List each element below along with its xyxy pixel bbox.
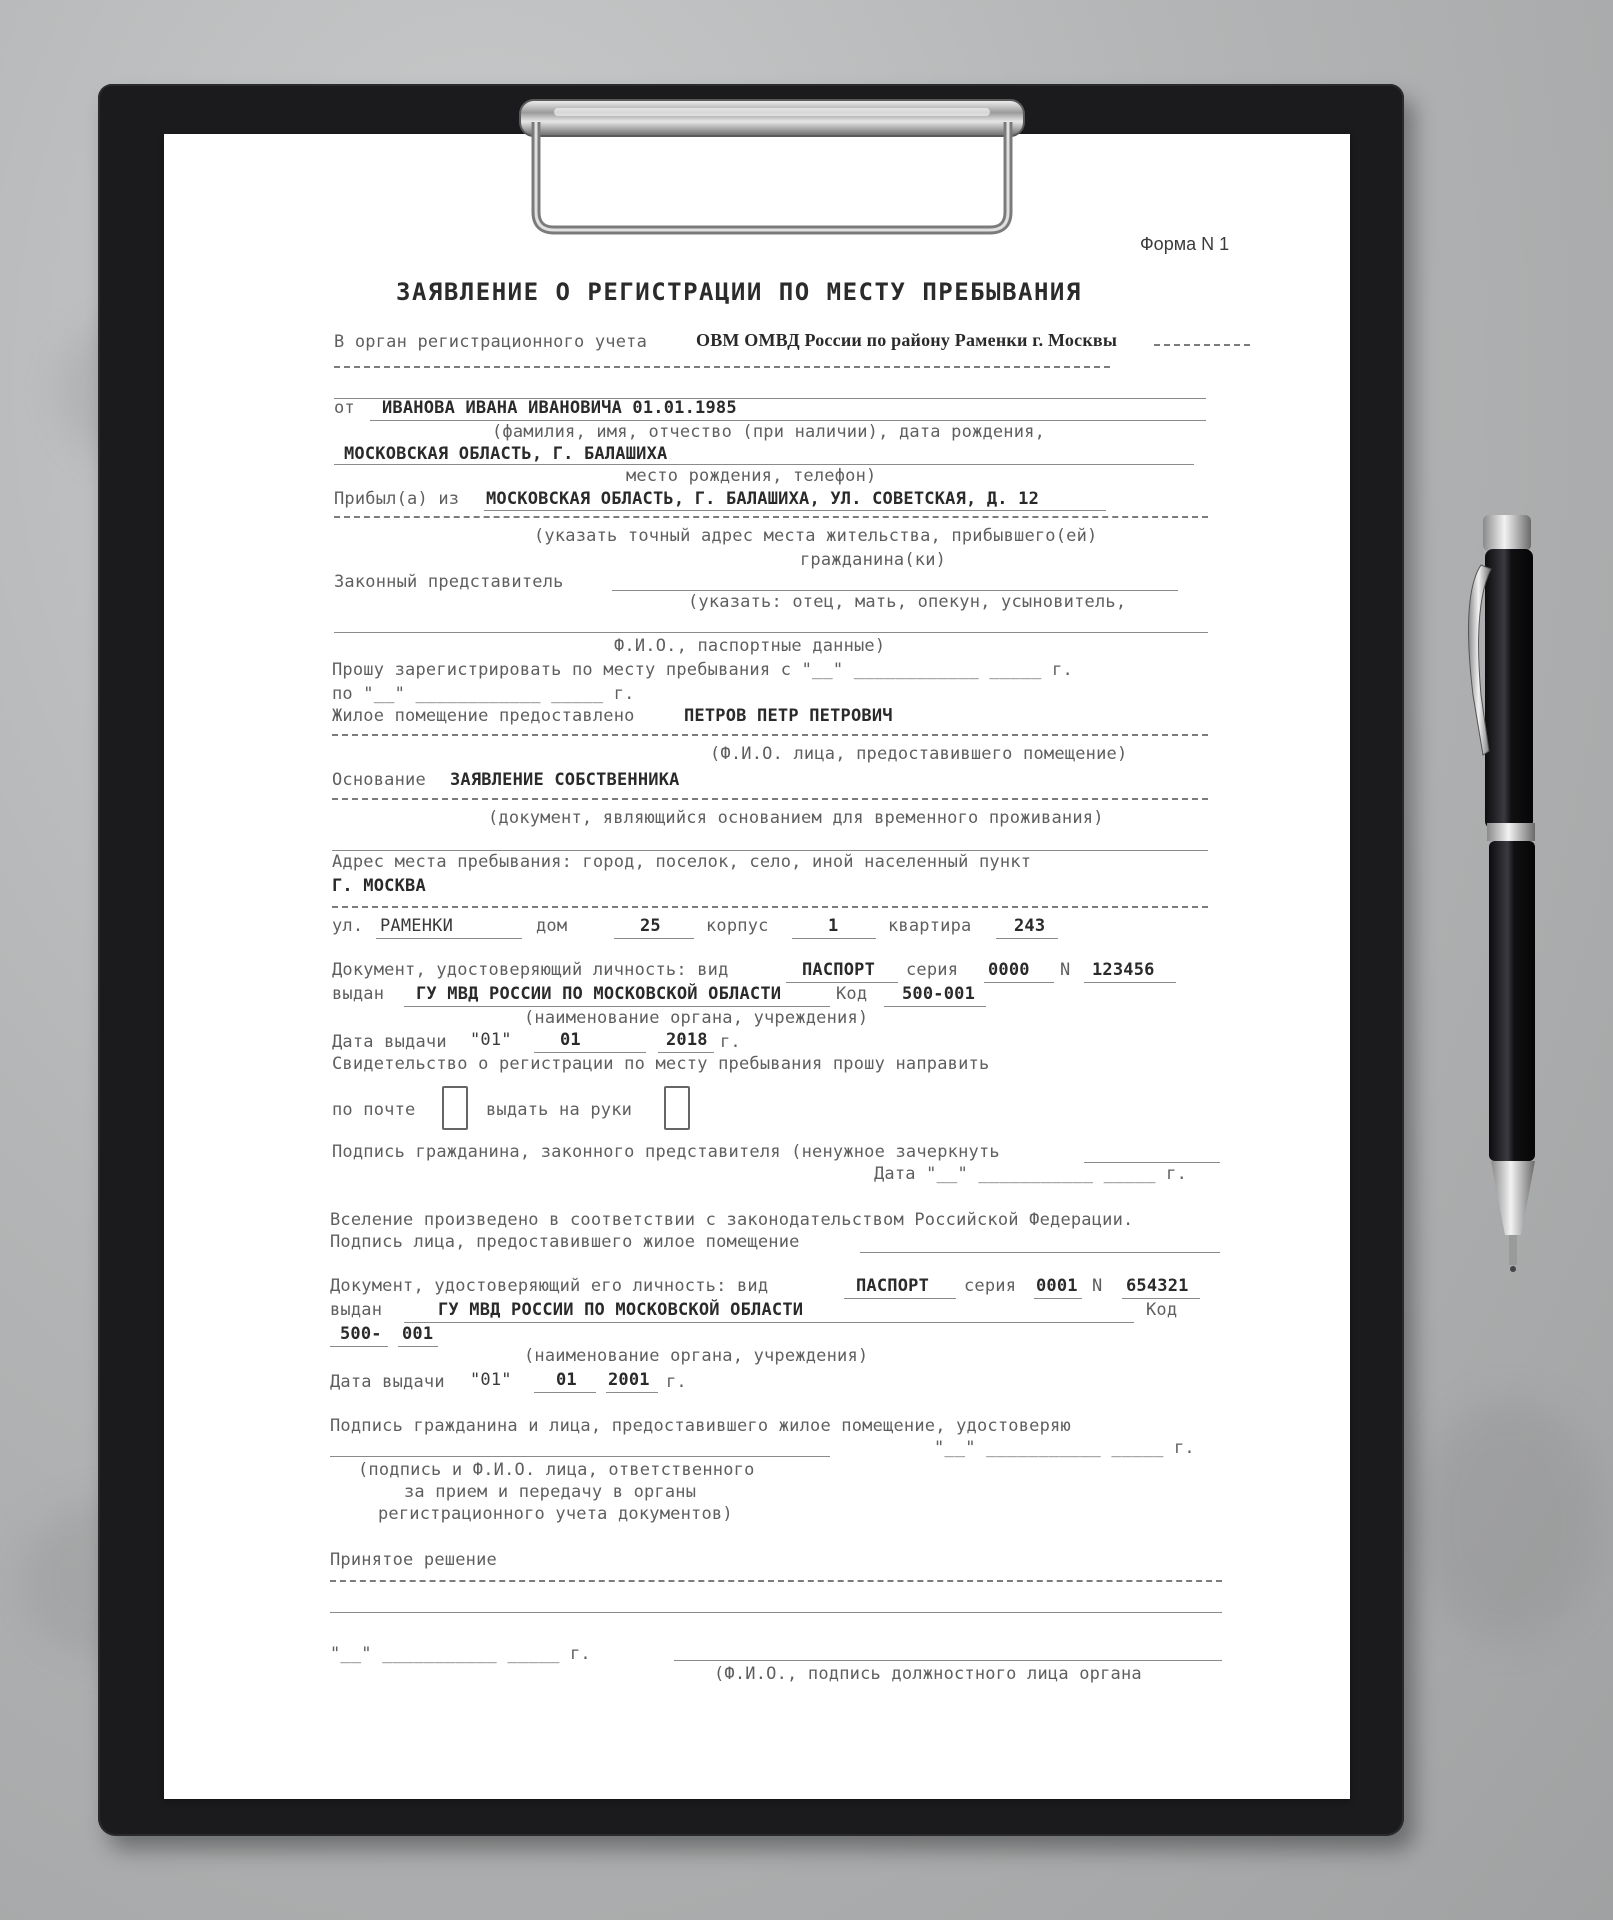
arrived-hint-2: гражданина(ки) bbox=[800, 550, 947, 570]
house-label: дом bbox=[536, 916, 568, 936]
basis-value: ЗАЯВЛЕНИЕ СОБСТВЕННИКА bbox=[450, 770, 680, 790]
housing-provider-value: ПЕТРОВ ПЕТР ПЕТРОВИЧ bbox=[684, 706, 893, 726]
dash-line bbox=[332, 798, 1208, 800]
id-date-label: Дата выдачи bbox=[332, 1032, 447, 1052]
owner-code-part-1: 500- bbox=[340, 1324, 382, 1344]
owner-date-label: Дата выдачи bbox=[330, 1372, 445, 1392]
arrived-hint-1: (указать точный адрес места жительства, прибывшего(ей) bbox=[534, 526, 1098, 546]
decision-hint: (Ф.И.О., подпись должностного лица органа bbox=[714, 1664, 1142, 1684]
owner-number-value: 654321 bbox=[1126, 1276, 1189, 1296]
dash-line bbox=[334, 516, 1208, 518]
blank-line bbox=[884, 1006, 986, 1007]
id-date-year-suffix: г. bbox=[720, 1032, 741, 1052]
signature-line bbox=[674, 1660, 1222, 1661]
authority-value: ОВМ ОМВД России по району Раменки г. Москвы bbox=[696, 330, 1118, 350]
building-value: 1 bbox=[828, 916, 839, 936]
name-hint: (фамилия, имя, отчество (при наличии), дата рождения, bbox=[492, 422, 1046, 442]
owner-date-year: 2001 bbox=[608, 1370, 650, 1390]
dash-line bbox=[332, 906, 1208, 908]
request-line-1: Прошу зарегистрировать по месту пребывания с "__" ____________ _____ г. bbox=[332, 660, 1073, 680]
address-city-value: Г. МОСКВА bbox=[332, 876, 426, 896]
in-hand-label: выдать на руки bbox=[486, 1100, 633, 1120]
from-label: от bbox=[334, 398, 355, 418]
certify-hint-2: за прием и передачу в органы bbox=[404, 1482, 697, 1502]
arrived-from-value: МОСКОВСКАЯ ОБЛАСТЬ, Г. БАЛАШИХА, УЛ. СОВЕТСКАЯ, Д. 12 bbox=[486, 489, 1040, 509]
basis-hint: (документ, являющийся основанием для временного проживания) bbox=[488, 808, 1104, 828]
citizen-signature-label: Подпись гражданина, законного представителя (ненужное зачеркнуть bbox=[332, 1142, 1000, 1162]
signature-line bbox=[330, 1456, 830, 1457]
building-label: корпус bbox=[706, 916, 769, 936]
id-date-year: 2018 bbox=[666, 1030, 708, 1050]
owner-issued-label: выдан bbox=[330, 1300, 383, 1320]
owner-line-2: Подпись лица, предоставившего жилое помещение bbox=[330, 1232, 800, 1252]
apartment-value: 243 bbox=[1014, 916, 1046, 936]
owner-code-label: Код bbox=[1146, 1300, 1178, 1320]
clipboard-clip bbox=[514, 92, 1030, 240]
by-mail-label: по почте bbox=[332, 1100, 416, 1120]
citizen-signature-date: Дата "__" ___________ _____ г. bbox=[874, 1164, 1188, 1184]
blank-line bbox=[612, 590, 1178, 591]
owner-line-1: Вселение произведено в соответствии с законодательством Российской Федерации. bbox=[330, 1210, 1134, 1230]
form-sheet bbox=[164, 134, 1350, 1799]
id-date-day: "01" bbox=[470, 1030, 512, 1050]
blank-line bbox=[534, 1392, 596, 1393]
birthplace-hint: место рождения, телефон) bbox=[626, 466, 877, 486]
blank-line bbox=[984, 982, 1054, 983]
apartment-label: квартира bbox=[888, 916, 972, 936]
applicant-name-dob: ИВАНОВА ИВАНА ИВАНОВИЧА 01.01.1985 bbox=[382, 398, 737, 418]
id-number-label: N bbox=[1060, 960, 1071, 980]
owner-doc-label: Документ, удостоверяющий его личность: вид bbox=[330, 1276, 769, 1296]
owner-date-year-suffix: г. bbox=[666, 1372, 687, 1392]
owner-issuer-hint: (наименование органа, учреждения) bbox=[524, 1346, 869, 1366]
blank-line bbox=[404, 1006, 830, 1007]
blank-line bbox=[534, 1052, 646, 1053]
id-issuer-hint: (наименование органа, учреждения) bbox=[524, 1008, 869, 1028]
in-hand-checkbox[interactable] bbox=[664, 1086, 690, 1130]
id-doc-label: Документ, удостоверяющий личность: вид bbox=[332, 960, 729, 980]
dash-line bbox=[332, 734, 1208, 736]
house-value: 25 bbox=[640, 916, 661, 936]
decision-date: "__" ___________ _____ г. bbox=[330, 1644, 591, 1664]
request-line-2: по "__" ____________ _____ г. bbox=[332, 684, 635, 704]
dash-line bbox=[330, 1580, 1222, 1582]
owner-code-part-2: 001 bbox=[402, 1324, 434, 1344]
id-code-value: 500-001 bbox=[902, 984, 976, 1004]
blank-line bbox=[996, 938, 1058, 939]
id-issued-by: ГУ МВД РОССИИ ПО МОСКОВСКОЙ ОБЛАСТИ bbox=[416, 984, 782, 1004]
street-value: РАМЕНКИ bbox=[380, 916, 454, 936]
owner-date-day: "01" bbox=[470, 1370, 512, 1390]
housing-label: Жилое помещение предоставлено bbox=[332, 706, 635, 726]
blank-line bbox=[404, 1322, 1134, 1323]
blank-line bbox=[844, 1298, 956, 1299]
blank-line bbox=[398, 1346, 438, 1347]
form-title: ЗАЯВЛЕНИЕ О РЕГИСТРАЦИИ ПО МЕСТУ ПРЕБЫВАНИЯ bbox=[396, 278, 1082, 306]
by-mail-checkbox[interactable] bbox=[442, 1086, 468, 1130]
id-series-value: 0000 bbox=[988, 960, 1030, 980]
signature-line bbox=[860, 1252, 1220, 1253]
basis-label: Основание bbox=[332, 770, 426, 790]
dash-line bbox=[334, 366, 1110, 368]
dash-line bbox=[1154, 344, 1250, 346]
certify-text: Подпись гражданина и лица, предоставившего жилое помещение, удостоверяю bbox=[330, 1416, 1071, 1436]
form-number: Форма N 1 bbox=[1140, 234, 1230, 254]
blank-line bbox=[334, 632, 1208, 633]
address-label: Адрес места пребывания: город, поселок, село, иной населенный пункт bbox=[332, 852, 1032, 872]
owner-number-label: N bbox=[1092, 1276, 1103, 1296]
blank-line bbox=[614, 938, 694, 939]
pen bbox=[1455, 515, 1575, 1295]
id-date-month: 01 bbox=[560, 1030, 581, 1050]
owner-series-value: 0001 bbox=[1036, 1276, 1078, 1296]
certificate-text: Свидетельство о регистрации по месту пребывания прошу направить bbox=[332, 1054, 990, 1074]
blank-line bbox=[1122, 1298, 1200, 1299]
blank-line bbox=[334, 464, 1194, 465]
arrived-label: Прибыл(а) из bbox=[334, 489, 460, 509]
birthplace-value: МОСКОВСКАЯ ОБЛАСТЬ, Г. БАЛАШИХА bbox=[344, 444, 668, 464]
signature-line bbox=[1084, 1162, 1220, 1163]
decision-label: Принятое решение bbox=[330, 1550, 497, 1570]
id-issued-label: выдан bbox=[332, 984, 385, 1004]
owner-issued-by: ГУ МВД РОССИИ ПО МОСКОВСКОЙ ОБЛАСТИ bbox=[438, 1300, 804, 1320]
blank-line bbox=[484, 510, 1106, 511]
certify-hint-1: (подпись и Ф.И.О. лица, ответственного bbox=[358, 1460, 755, 1480]
id-doc-type: ПАСПОРТ bbox=[802, 960, 876, 980]
owner-date-month: 01 bbox=[556, 1370, 577, 1390]
blank-line bbox=[792, 938, 876, 939]
blank-line bbox=[330, 1612, 1222, 1613]
background-stain bbox=[1420, 1400, 1600, 1640]
blank-line bbox=[786, 982, 898, 983]
owner-series-label: серия bbox=[964, 1276, 1017, 1296]
blank-line bbox=[1084, 982, 1176, 983]
id-code-label: Код bbox=[836, 984, 868, 1004]
representative-label: Законный представитель bbox=[334, 572, 564, 592]
id-number-value: 123456 bbox=[1092, 960, 1155, 980]
blank-line bbox=[1034, 1298, 1082, 1299]
representative-hint-1: (указать: отец, мать, опекун, усыновитель, bbox=[688, 592, 1127, 612]
certify-hint-3: регистрационного учета документов) bbox=[378, 1504, 733, 1524]
blank-line bbox=[606, 1392, 658, 1393]
certify-date: "__" ___________ _____ г. bbox=[934, 1438, 1195, 1458]
street-label: ул. bbox=[332, 916, 364, 936]
housing-hint: (Ф.И.О. лица, предоставившего помещение) bbox=[710, 744, 1128, 764]
owner-doc-type: ПАСПОРТ bbox=[856, 1276, 930, 1296]
authority-label: В орган регистрационного учета bbox=[334, 332, 648, 352]
representative-hint-2: Ф.И.О., паспортные данные) bbox=[614, 636, 886, 656]
blank-line bbox=[330, 1346, 388, 1347]
blank-line bbox=[332, 850, 1208, 851]
blank-line bbox=[376, 938, 522, 939]
id-series-label: серия bbox=[906, 960, 959, 980]
blank-line bbox=[658, 1052, 714, 1053]
blank-line bbox=[370, 420, 1206, 421]
